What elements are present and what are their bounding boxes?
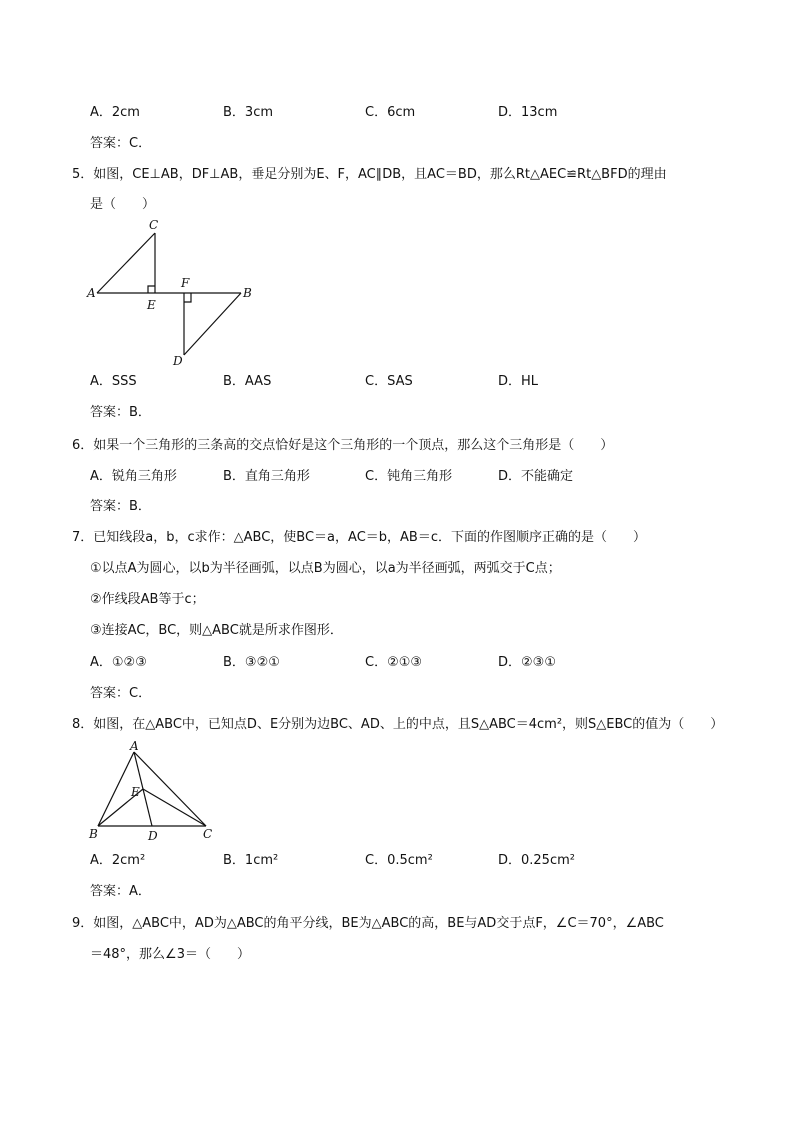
q8-segment-ec: [143, 789, 206, 826]
q8-label-a: A: [130, 739, 139, 753]
q8-figure: [85, 738, 225, 846]
q4-option-b: B．3cm: [223, 105, 274, 120]
q5-stem-line1: 5．如图，CE⊥AB，DF⊥AB，垂足分别为E、F，AC∥DB，且AC＝BD，那么Rt△AEC≌Rt△BFD的理由: [72, 167, 667, 182]
q8-label-e: E: [131, 785, 140, 799]
q5-option-c: C．SAS: [365, 374, 413, 389]
q7-step2: ②作线段AB等于c；: [90, 592, 205, 607]
q8-option-a: A．2cm²: [90, 853, 146, 868]
q7-answer: 答案：C．: [90, 686, 152, 701]
q5-label-a: A: [87, 286, 96, 300]
q5-option-d: D．HL: [498, 374, 539, 389]
q5-option-a: A．SSS: [90, 374, 137, 389]
q9-stem-line2: ＝48°，那么∠3＝（ ）: [90, 947, 250, 962]
q8-segment-ac: [134, 752, 206, 826]
q5-right-angle-e: [148, 286, 155, 293]
q5-label-d: D: [173, 354, 183, 368]
q5-segment-ac: [97, 233, 155, 293]
q6-answer: 答案：B．: [90, 499, 151, 514]
q4-option-c: C．6cm: [365, 105, 416, 120]
q5-label-e: E: [147, 298, 156, 312]
q4-option-d: D．13cm: [498, 105, 558, 120]
q6-stem: 6．如果一个三角形的三条高的交点恰好是这个三角形的一个顶点，那么这个三角形是（ ）: [72, 438, 614, 453]
q7-stem: 7．已知线段a，b，c求作：△ABC，使BC＝a，AC＝b，AB＝c．下面的作图顺序正确的是（ ）: [72, 530, 646, 545]
q8-label-b: B: [89, 827, 98, 841]
q7-option-a: A．①②③: [90, 655, 147, 670]
q4-option-a: A．2cm: [90, 105, 140, 120]
q6-option-c: C．钝角三角形: [365, 469, 453, 484]
q7-step3: ③连接AC，BC，则△ABC就是所求作图形．: [90, 623, 343, 638]
q8-label-d: D: [148, 829, 158, 843]
q5-label-c: C: [149, 218, 159, 232]
q7-option-b: B．③②①: [223, 655, 280, 670]
q8-answer: 答案：A．: [90, 884, 151, 899]
q8-option-c: C．0.5cm²: [365, 853, 433, 868]
q6-option-a: A．锐角三角形: [90, 469, 177, 484]
q5-answer: 答案：B．: [90, 405, 151, 420]
q4-answer: 答案：C．: [90, 136, 152, 151]
q5-label-b: B: [243, 286, 252, 300]
q5-label-f: F: [181, 276, 190, 290]
q8-stem: 8．如图，在△ABC中，已知点D、E分别为边BC、AD、上的中点，且S△ABC＝4cm²，则S△EBC的值为（ ）: [72, 717, 724, 732]
q5-segment-db: [184, 293, 241, 355]
q5-stem-line2: 是（ ）: [90, 197, 156, 212]
q9-stem-line1: 9．如图，△ABC中，AD为△ABC的角平分线，BE为△ABC的高，BE与AD交于点F，∠C＝70°，∠ABC: [72, 916, 664, 931]
q7-option-d: D．②③①: [498, 655, 556, 670]
q7-option-c: C．②①③: [365, 655, 423, 670]
q8-option-b: B．1cm²: [223, 853, 279, 868]
q5-figure: [85, 215, 265, 370]
q7-step1: ①以点A为圆心，以b为半径画弧，以点B为圆心，以a为半径画弧，两弧交于C点；: [90, 561, 561, 576]
q8-label-c: C: [203, 827, 213, 841]
q5-right-angle-f: [184, 293, 191, 302]
q6-option-d: D．不能确定: [498, 469, 574, 484]
q5-option-b: B．AAS: [223, 374, 272, 389]
q8-option-d: D．0.25cm²: [498, 853, 575, 868]
q8-segment-ab: [98, 752, 134, 826]
q6-option-b: B．直角三角形: [223, 469, 310, 484]
